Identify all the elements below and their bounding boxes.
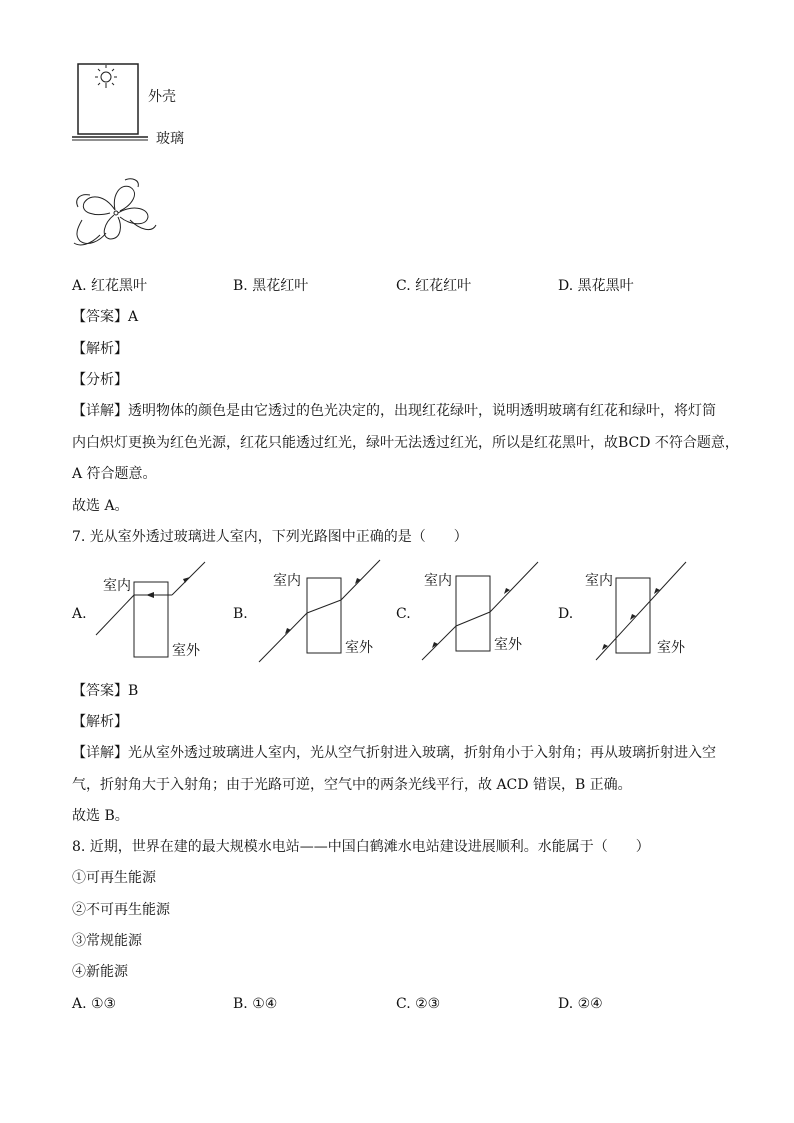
q7-a-outdoor-label: 室外: [172, 643, 200, 659]
q8-option-d: D. ②④: [558, 996, 603, 1012]
q6-answer: 【答案】A: [72, 309, 139, 325]
q6-analysis-heading: 【解析】: [72, 341, 128, 357]
q8-question: 8. 近期，世界在建的最大规模水电站——中国白鹤滩水电站建设进展顺利。水能属于（ ）: [72, 839, 650, 855]
q7-diagram-a: [90, 560, 210, 665]
q7-answer: 【答案】B: [72, 683, 139, 699]
q6-option-b: B. 黑花红叶: [233, 278, 309, 294]
q7-question: 7. 光从室外透过玻璃进人室内，下列光路图中正确的是（ ）: [72, 529, 468, 545]
q7-c-indoor-label: 室内: [424, 573, 452, 589]
q7-option-c-letter: C.: [396, 606, 411, 622]
q7-option-d-letter: D.: [558, 606, 574, 622]
q7-d-outdoor-label: 室外: [657, 640, 685, 656]
lamp-housing-figure: [70, 60, 150, 150]
q7-option-a-letter: A.: [72, 606, 87, 622]
q6-detail-line-2: 内白炽灯更换为红色光源，红花只能透过红光，绿叶无法透过红光，所以是红花黑叶，故BCD 不符合题意，: [72, 435, 739, 451]
q8-option-c: C. ②③: [396, 996, 441, 1012]
q7-diagram-d: [592, 560, 692, 665]
q7-a-indoor-label: 室内: [103, 578, 131, 594]
q7-d-indoor-label: 室内: [585, 573, 613, 589]
q8-item-2: ②不可再生能源: [72, 902, 170, 918]
q7-conclusion: 故选 B。: [72, 808, 129, 824]
q7-b-indoor-label: 室内: [273, 573, 301, 589]
q8-option-a: A. ①③: [72, 996, 117, 1012]
q7-b-outdoor-label: 室外: [345, 640, 373, 656]
q6-detail-line-3: A 符合题意。: [72, 466, 157, 482]
q8-option-b: B. ①④: [233, 996, 278, 1012]
flower-leaf-sketch: [70, 175, 160, 255]
q7-detail-line-2: 气，折射角大于入射角；由于光路可逆，空气中的两条光线平行，故 ACD 错误，B 正确。: [72, 777, 632, 793]
q6-option-a: A. 红花黑叶: [72, 278, 148, 294]
q7-diagram-b: [255, 558, 385, 668]
q7-c-outdoor-label: 室外: [494, 637, 522, 653]
q6-option-d: D. 黑花黑叶: [558, 278, 634, 294]
q6-fenxi-heading: 【分析】: [72, 372, 128, 388]
q8-item-4: ④新能源: [72, 964, 128, 980]
q7-diagram-c: [418, 560, 543, 665]
q8-item-3: ③常规能源: [72, 933, 142, 949]
q6-conclusion: 故选 A。: [72, 498, 129, 514]
q7-analysis-heading: 【解析】: [72, 714, 128, 730]
q7-option-b-letter: B.: [233, 606, 248, 622]
q6-detail-line-1: 【详解】透明物体的颜色是由它透过的色光决定的，出现红花绿叶，说明透明玻璃有红花和绿叶，将灯筒: [72, 403, 716, 419]
shell-label: 外壳: [148, 89, 176, 105]
q7-detail-line-1: 【详解】光从室外透过玻璃进人室内，光从空气折射进入玻璃，折射角小于入射角；再从玻璃折射进入空: [72, 745, 716, 761]
glass-label: 玻璃: [156, 131, 184, 147]
q6-option-c: C. 红花红叶: [396, 278, 472, 294]
q8-item-1: ①可再生能源: [72, 870, 156, 886]
